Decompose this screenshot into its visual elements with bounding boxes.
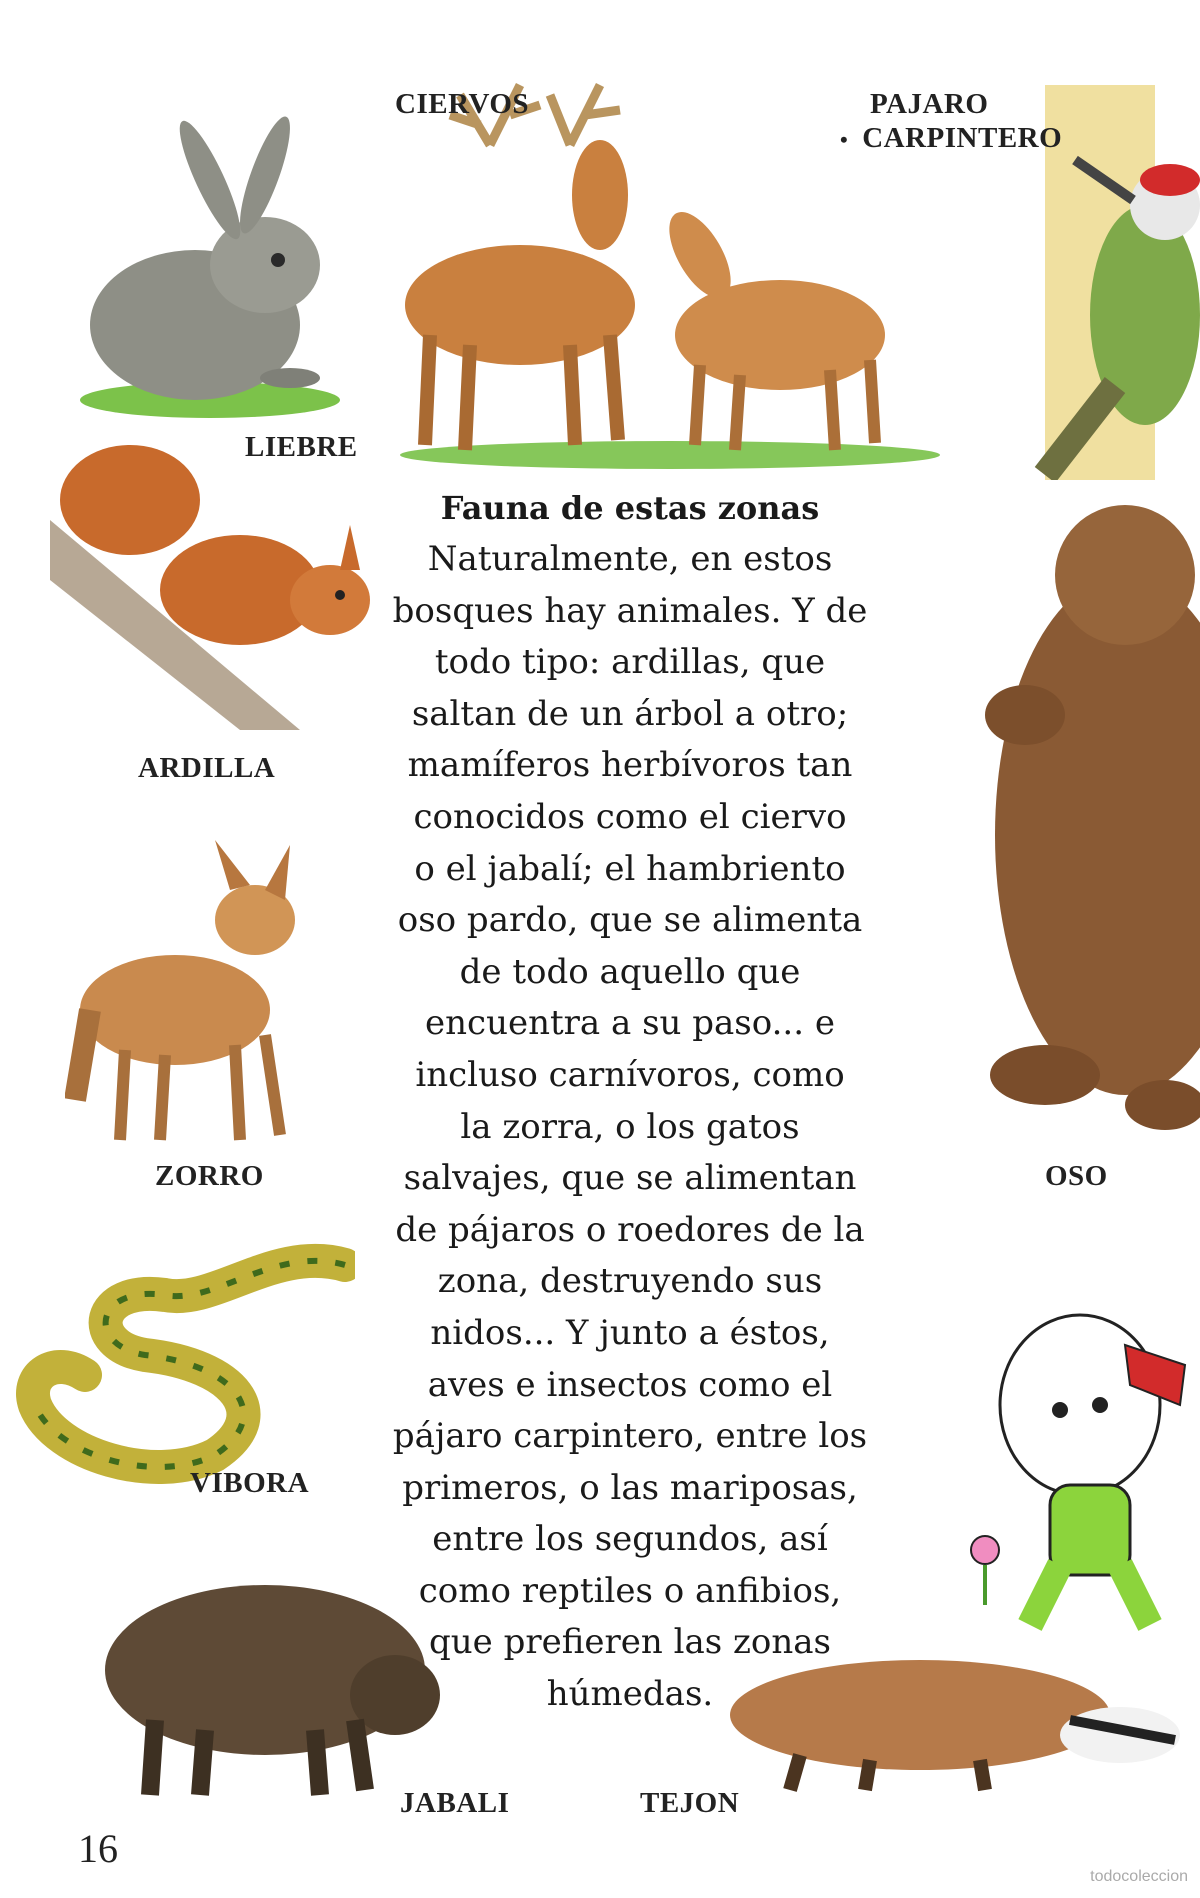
snake-illustration xyxy=(15,1225,355,1485)
label-liebre: LIEBRE xyxy=(245,431,358,463)
body-text-line: saltan de un árbol a otro; xyxy=(411,693,849,734)
body-text-line: bosques hay animales. Y de xyxy=(392,590,868,631)
body-text-line: encuentra a su paso... e xyxy=(425,1003,835,1044)
body-text-line: conocidos como el ciervo xyxy=(413,796,847,837)
body-text-line: que prefieren las zonas xyxy=(428,1622,831,1663)
body-text-line: como reptiles o anfibios, xyxy=(418,1570,842,1611)
label-oso: OSO xyxy=(1045,1160,1108,1192)
label-zorro: ZORRO xyxy=(155,1160,264,1192)
body-text-line: de pájaros o roedores de la xyxy=(395,1209,865,1250)
label-jabali: JABALI xyxy=(400,1787,510,1819)
body-text-line: todo tipo: ardillas, que xyxy=(434,642,826,683)
squirrel-illustration xyxy=(40,430,370,730)
body-text-line: entre los segundos, así xyxy=(432,1519,828,1560)
body-text-line: o el jabalí; el hambriento xyxy=(414,848,846,889)
body-text-line: incluso carnívoros, como xyxy=(415,1054,845,1095)
label-carpintero xyxy=(840,122,1062,155)
body-text-line: pájaro carpintero, entre los xyxy=(392,1416,868,1457)
body-text-line: aves e insectos como el xyxy=(427,1364,833,1405)
cartoon-character-illustration xyxy=(950,1295,1200,1650)
label-pajaro: PAJARO xyxy=(870,88,989,120)
body-text-line: salvajes, que se alimentan xyxy=(403,1158,857,1199)
body-text-line: oso pardo, que se alimenta xyxy=(397,900,863,941)
label-bullet-dot: • xyxy=(840,127,849,153)
body-text-block xyxy=(370,482,890,1721)
bear-illustration xyxy=(975,495,1200,1145)
page-number: 16 xyxy=(78,1826,118,1871)
body-text-line: primeros, o las mariposas, xyxy=(402,1467,858,1508)
watermark: todocoleccion xyxy=(1090,1868,1188,1885)
label-carpintero-text: CARPINTERO xyxy=(862,122,1063,154)
hare-illustration xyxy=(60,110,350,420)
label-tejon: TEJON xyxy=(640,1787,740,1819)
body-text-line: mamíferos herbívoros tan xyxy=(407,745,853,786)
fox-illustration xyxy=(65,820,310,1150)
label-vibora: VIBORA xyxy=(190,1467,310,1499)
section-title: Fauna de estas zonas xyxy=(440,489,820,527)
label-ciervos: CIERVOS xyxy=(395,88,530,120)
body-text-line: Naturalmente, en estos xyxy=(427,539,833,579)
body-text-line: la zorra, o los gatos xyxy=(460,1106,800,1147)
body-text-line: húmedas. xyxy=(546,1674,714,1715)
label-ardilla: ARDILLA xyxy=(138,752,276,784)
body-text-line: nidos... Y junto a éstos, xyxy=(430,1312,830,1353)
body-text-line: de todo aquello que xyxy=(459,951,801,992)
body-text-line: zona, destruyendo sus xyxy=(437,1261,823,1302)
